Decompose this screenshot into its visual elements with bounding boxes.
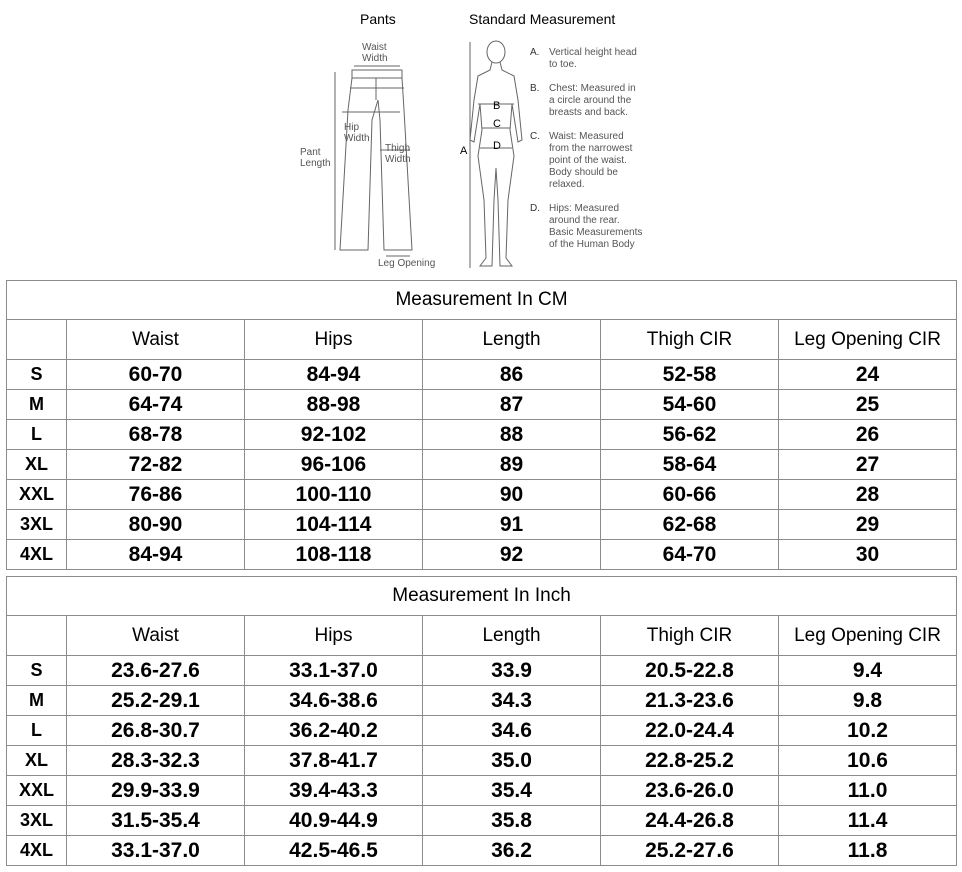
leg-opening-label: Leg Opening [378, 258, 436, 269]
hips-cell: 39.4-43.3 [245, 776, 423, 806]
inch-table-title: Measurement In Inch [7, 577, 957, 616]
length-cell: 34.6 [423, 716, 601, 746]
thigh-cell: 52-58 [601, 360, 779, 390]
size-label: 4XL [7, 540, 67, 570]
col-header-thigh: Thigh CIR [601, 320, 779, 360]
hips-cell: 42.5-46.5 [245, 836, 423, 866]
thigh-cell: 60-66 [601, 480, 779, 510]
thigh-cell: 56-62 [601, 420, 779, 450]
cm-size-table [6, 280, 957, 570]
leg-opening-cell: 10.2 [779, 716, 957, 746]
thigh-cell: 25.2-27.6 [601, 836, 779, 866]
size-label: L [7, 420, 67, 450]
hips-cell: 104-114 [245, 510, 423, 540]
leg-opening-cell: 10.6 [779, 746, 957, 776]
thigh-cell: 21.3-23.6 [601, 686, 779, 716]
leg-opening-cell: 11.8 [779, 836, 957, 866]
waist-cell: 80-90 [67, 510, 245, 540]
table-row [7, 480, 957, 510]
waist-cell: 84-94 [67, 540, 245, 570]
size-label: XXL [7, 776, 67, 806]
thigh-cell: 62-68 [601, 510, 779, 540]
leg-opening-cell: 27 [779, 450, 957, 480]
size-label: XXL [7, 480, 67, 510]
table-row [7, 746, 957, 776]
diagram-illustration [0, 0, 962, 280]
size-label: 3XL [7, 806, 67, 836]
hips-cell: 37.8-41.7 [245, 746, 423, 776]
size-label: 3XL [7, 510, 67, 540]
size-label: S [7, 360, 67, 390]
col-header-thigh: Thigh CIR [601, 616, 779, 656]
hips-cell: 33.1-37.0 [245, 656, 423, 686]
pant-length-label: Pant Length [300, 147, 331, 169]
hips-cell: 88-98 [245, 390, 423, 420]
length-cell: 35.4 [423, 776, 601, 806]
note-b-text: Chest: Measured in a circle around the breasts and back. [549, 83, 636, 118]
hip-width-label: Hip Width [344, 122, 370, 144]
thigh-cell: 23.6-26.0 [601, 776, 779, 806]
note-d-key: D. [530, 203, 540, 214]
table-row [7, 540, 957, 570]
length-cell: 92 [423, 540, 601, 570]
waist-cell: 60-70 [67, 360, 245, 390]
waist-cell: 23.6-27.6 [67, 656, 245, 686]
col-header-waist: Waist [67, 320, 245, 360]
waist-cell: 25.2-29.1 [67, 686, 245, 716]
note-d-text: Hips: Measured around the rear. Basic Measurements of the Human Body [549, 203, 643, 250]
thigh-cell: 24.4-26.8 [601, 806, 779, 836]
note-b-key: B. [530, 83, 540, 94]
length-cell: 88 [423, 420, 601, 450]
leg-opening-cell: 25 [779, 390, 957, 420]
hips-cell: 92-102 [245, 420, 423, 450]
length-cell: 33.9 [423, 656, 601, 686]
note-a-key: A. [530, 47, 540, 58]
length-cell: 35.0 [423, 746, 601, 776]
table-row [7, 360, 957, 390]
table-row [7, 390, 957, 420]
cm-table-title: Measurement In CM [7, 281, 957, 320]
leg-opening-cell: 24 [779, 360, 957, 390]
note-c-key: C. [530, 131, 540, 142]
waist-cell: 29.9-33.9 [67, 776, 245, 806]
size-label: S [7, 656, 67, 686]
leg-opening-cell: 11.0 [779, 776, 957, 806]
thigh-cell: 22.0-24.4 [601, 716, 779, 746]
col-header-size [7, 320, 67, 360]
pants-title: Pants [360, 11, 396, 27]
thigh-cell: 22.8-25.2 [601, 746, 779, 776]
table-row [7, 656, 957, 686]
size-label: M [7, 390, 67, 420]
table-row [7, 716, 957, 746]
hips-cell: 100-110 [245, 480, 423, 510]
waist-cell: 33.1-37.0 [67, 836, 245, 866]
size-label: XL [7, 450, 67, 480]
leg-opening-cell: 29 [779, 510, 957, 540]
col-header-leg-opening: Leg Opening CIR [779, 616, 957, 656]
waist-cell: 28.3-32.3 [67, 746, 245, 776]
thigh-cell: 64-70 [601, 540, 779, 570]
hips-cell: 84-94 [245, 360, 423, 390]
waist-cell: 76-86 [67, 480, 245, 510]
hips-cell: 36.2-40.2 [245, 716, 423, 746]
table-row [7, 686, 957, 716]
length-cell: 87 [423, 390, 601, 420]
hips-cell: 40.9-44.9 [245, 806, 423, 836]
body-letter-a: A [460, 145, 468, 157]
col-header-hips: Hips [245, 320, 423, 360]
col-header-waist: Waist [67, 616, 245, 656]
table-row [7, 776, 957, 806]
thigh-width-label: Thigh Width [385, 143, 411, 165]
col-header-size [7, 616, 67, 656]
col-header-length: Length [423, 616, 601, 656]
table-row [7, 806, 957, 836]
thigh-cell: 20.5-22.8 [601, 656, 779, 686]
table-row [7, 420, 957, 450]
leg-opening-cell: 26 [779, 420, 957, 450]
thigh-cell: 54-60 [601, 390, 779, 420]
size-label: M [7, 686, 67, 716]
waist-width-label: Waist Width [362, 42, 388, 64]
length-cell: 36.2 [423, 836, 601, 866]
size-label: 4XL [7, 836, 67, 866]
body-letter-c: C [493, 118, 501, 130]
leg-opening-cell: 9.4 [779, 656, 957, 686]
body-letter-b: B [493, 100, 501, 112]
hips-cell: 96-106 [245, 450, 423, 480]
waist-cell: 26.8-30.7 [67, 716, 245, 746]
length-cell: 86 [423, 360, 601, 390]
inch-size-table [6, 576, 957, 866]
col-header-leg-opening: Leg Opening CIR [779, 320, 957, 360]
measurement-diagram [0, 0, 962, 280]
table-row [7, 510, 957, 540]
size-label: L [7, 716, 67, 746]
length-cell: 35.8 [423, 806, 601, 836]
length-cell: 89 [423, 450, 601, 480]
waist-cell: 68-78 [67, 420, 245, 450]
length-cell: 34.3 [423, 686, 601, 716]
table-row [7, 450, 957, 480]
col-header-length: Length [423, 320, 601, 360]
length-cell: 90 [423, 480, 601, 510]
leg-opening-cell: 9.8 [779, 686, 957, 716]
thigh-cell: 58-64 [601, 450, 779, 480]
hips-cell: 34.6-38.6 [245, 686, 423, 716]
size-label: XL [7, 746, 67, 776]
leg-opening-cell: 28 [779, 480, 957, 510]
leg-opening-cell: 11.4 [779, 806, 957, 836]
length-cell: 91 [423, 510, 601, 540]
hips-cell: 108-118 [245, 540, 423, 570]
standard-measurement-title: Standard Measurement [469, 11, 616, 27]
waist-cell: 64-74 [67, 390, 245, 420]
table-row [7, 836, 957, 866]
waist-cell: 72-82 [67, 450, 245, 480]
note-a-text: Vertical height head to toe. [549, 47, 637, 70]
body-figure-icon [470, 41, 522, 266]
body-letter-d: D [493, 140, 501, 152]
note-c-text: Waist: Measured from the narrowest point of the waist. Body should be relaxed. [549, 131, 633, 190]
waist-cell: 31.5-35.4 [67, 806, 245, 836]
leg-opening-cell: 30 [779, 540, 957, 570]
col-header-hips: Hips [245, 616, 423, 656]
